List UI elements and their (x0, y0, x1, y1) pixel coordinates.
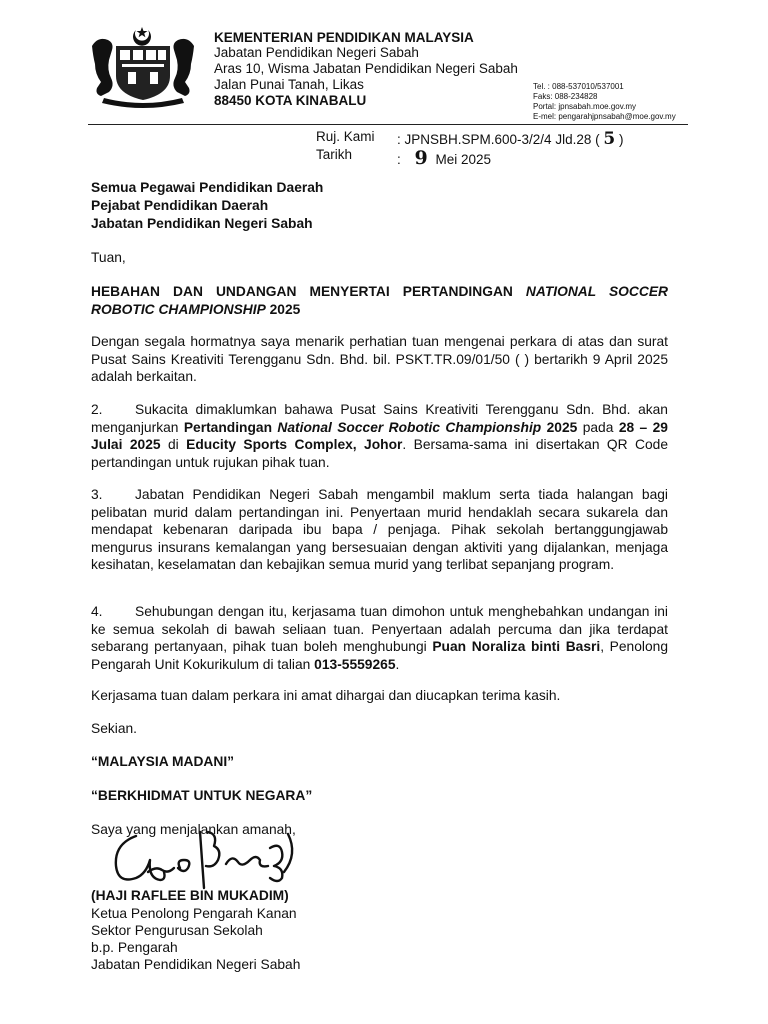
paragraph-2-year: 2025 (541, 419, 578, 435)
paragraph-2-text-4: . Bersama-sama ini disertakan QR Code pertandingan untuk rujukan pihak tuan. (91, 437, 669, 470)
contact-portal: Portal: jpnsabah.moe.gov.my (533, 102, 637, 111)
salutation: Tuan, (91, 250, 126, 265)
signatory-title-3: b.p. Pengarah (91, 940, 178, 955)
header-divider (88, 124, 688, 125)
paragraph-1: Dengan segala hormatnya saya menarik perhatian tuan mengenai perkara di atas dan surat Pusat Sains Kreativiti Terengganu Sdn. Bhd. bil. PSKT.TR.09/01/50 ( ) bertarikh 9 April 2025 adalah berkaitan. (91, 334, 668, 384)
paragraph-3-text: Jabatan Pendidikan Negeri Sabah mengambil maklum serta tiada halangan bagi pelibatan murid dalam pertandingan ini. Penyertaan murid hendaklah secara sukarela dan mendapat kebenaran daripada ibu bapa / penjaga. Pihak sekolah bertanggungjawab mengurus insurans kemalangan yang bersesuaian dengan aktiviti yang dijalankan, menjaga kesihatan, keselamatan dan kebajikan semua murid yang terlibat sepanjang program. (91, 487, 668, 572)
paragraph-4 (91, 603, 668, 673)
contact-fax: Faks: 088-234828 (533, 92, 598, 101)
handwritten-signature (108, 828, 318, 892)
reference-value: : JPNSBH.SPM.600-3/2/4 Jld.28 ( (397, 132, 600, 147)
paragraph-3 (91, 486, 668, 574)
reference-number (397, 129, 623, 149)
paragraph-4-phone: 013-5559265 (314, 656, 396, 672)
slogan-berkhidmat: “BERKHIDMAT UNTUK NEGARA” (91, 788, 313, 803)
ministry-name: KEMENTERIAN PENDIDIKAN MALAYSIA (214, 30, 474, 45)
paragraph-2-text-1: Sukacita dimaklumkan bahawa Pusat Sains Kreativiti Terengganu Sdn. Bhd. akan menganjurkan (91, 402, 668, 435)
slogan-malaysia-madani: “MALAYSIA MADANI” (91, 754, 235, 769)
recipient-line-1: Semua Pegawai Pendidikan Daerah (91, 180, 324, 195)
reference-close: ) (618, 132, 624, 147)
paragraph-2-text-2: pada (577, 419, 619, 435)
paragraph-2 (91, 401, 668, 471)
date-label: Tarikh (316, 147, 353, 162)
paragraph-4-text-2: , Penolong Pengarah Unit Kokurikulum di talian (91, 639, 668, 672)
paragraph-2-date: 28 – 29 Julai 2025 (91, 419, 668, 452)
date-value (397, 147, 491, 169)
paragraph-3-number: 3. (91, 487, 103, 502)
malaysia-coat-of-arms-icon (84, 26, 202, 108)
subject-year: 2025 (265, 301, 301, 317)
date-colon: : (397, 152, 401, 167)
paragraph-4-contact-name: Puan Noraliza binti Basri (432, 639, 601, 654)
thanks-line: Kerjasama tuan dalam perkara ini amat dihargai dan diucapkan terima kasih. (91, 688, 561, 703)
paragraph-2-text-3: di (160, 437, 187, 452)
recipient-line-3: Jabatan Pendidikan Negeri Sabah (91, 216, 313, 231)
address-line-3: 88450 KOTA KINABALU (214, 93, 367, 108)
closing-line: Sekian. (91, 721, 138, 736)
date-handwritten-day: 9 (414, 147, 428, 169)
paragraph-2-venue: Educity Sports Complex, Johor (186, 437, 403, 452)
address-line-2: Jalan Punai Tanah, Likas (214, 77, 364, 92)
signatory-title-4: Jabatan Pendidikan Negeri Sabah (91, 957, 301, 972)
signatory-title-2: Sektor Pengurusan Sekolah (91, 923, 263, 938)
paragraph-4-number: 4. (91, 604, 103, 619)
paragraph-2-number: 2. (91, 402, 103, 417)
department-name: Jabatan Pendidikan Negeri Sabah (214, 45, 419, 60)
paragraph-4-text-3: . (395, 656, 400, 672)
reference-label: Ruj. Kami (316, 129, 375, 144)
recipient-line-2: Pejabat Pendidikan Daerah (91, 198, 269, 213)
subject (91, 283, 668, 318)
signatory-title-1: Ketua Penolong Pengarah Kanan (91, 906, 297, 921)
signature-intro: Saya yang menjalankan amanah, (91, 822, 296, 837)
subject-part-1: HEBAHAN DAN UNDANGAN MENYERTAI PERTANDINGAN (91, 284, 526, 299)
subject-event-name: NATIONAL SOCCER ROBOTIC CHAMPIONSHIP (91, 284, 668, 317)
contact-email: E-mel: pengarahjpnsabah@moe.gov.my (533, 112, 676, 121)
paragraph-2-event-name: National Soccer Robotic Championship (277, 419, 542, 435)
paragraph-4-text-1: Sehubungan dengan itu, kerjasama tuan dimohon untuk menghebahkan undangan ini ke semua sekolah di bawah seliaan tuan. Penyertaan adalah percuma dan jika terdapat sebarang pertanyaan, pihak tuan boleh menghubungi (91, 604, 668, 654)
address-line-1: Aras 10, Wisma Jabatan Pendidikan Negeri Sabah (214, 61, 518, 76)
contact-tel: Tel. : 088-537010/537001 (533, 82, 624, 91)
reference-handwritten-number: 5 (603, 129, 616, 149)
paragraph-2-competition: Pertandingan (183, 419, 278, 435)
signatory-name: (HAJI RAFLEE BIN MUKADIM) (91, 888, 289, 903)
date-month-year: Mei 2025 (435, 152, 492, 167)
